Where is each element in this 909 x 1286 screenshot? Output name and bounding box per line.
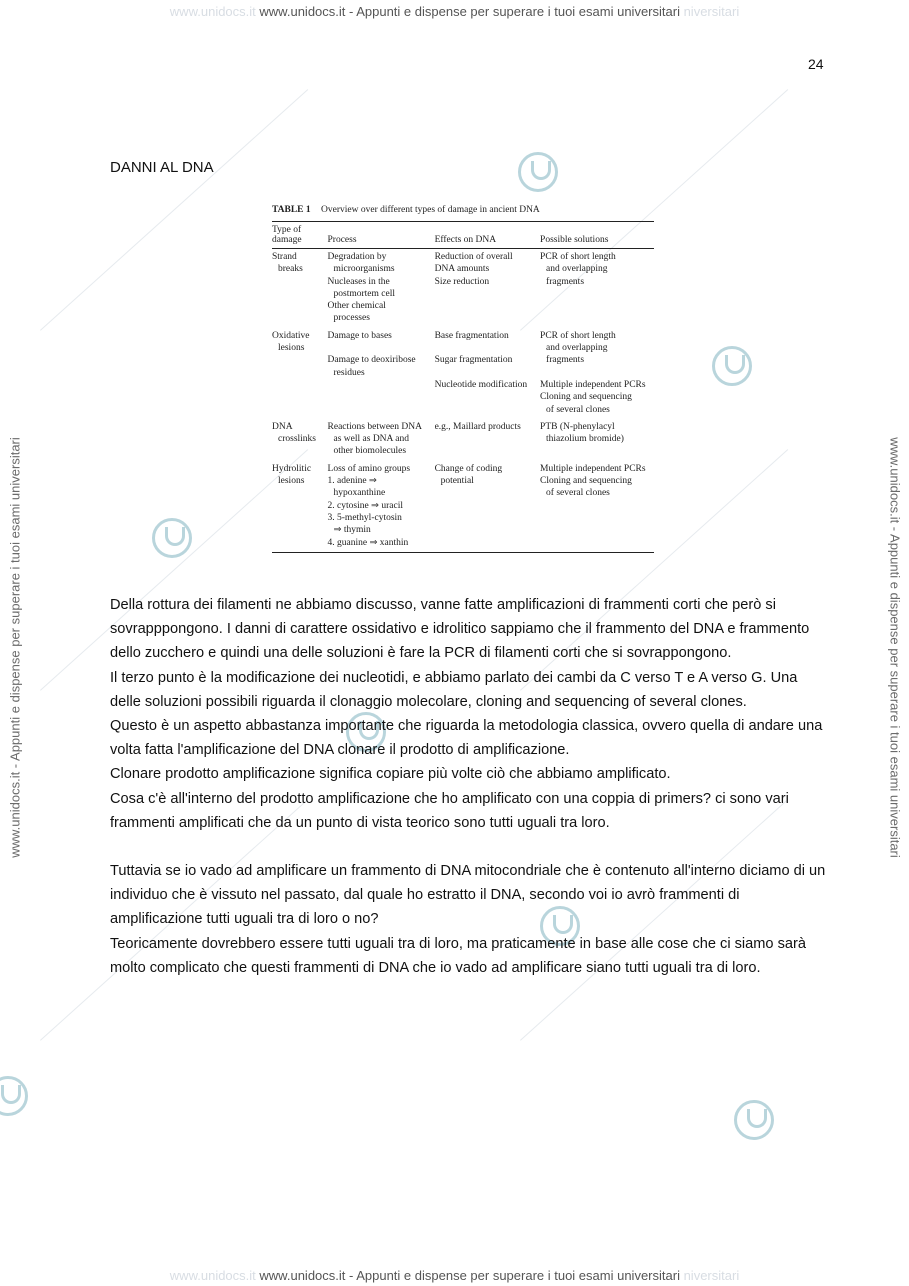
cell-line: 2. cytosine ⇒ uracil xyxy=(327,500,404,511)
type-cell xyxy=(272,461,328,553)
cell-line: DNA xyxy=(272,421,293,432)
cell-line: 1. adenine ⇒ xyxy=(327,476,377,487)
cell-line: Nucleases in the xyxy=(327,276,390,287)
paragraph: Cosa c'è all'interno del prodotto amplificazione che ho amplificato con una coppia di primers? ci sono vari frammenti amplificati che da un punto di vista teorico sono tutti uguali tra loro. xyxy=(110,790,789,831)
cell-line: PCR of short length xyxy=(540,252,616,262)
cell-line: residues xyxy=(333,367,365,378)
cell-line xyxy=(540,367,652,379)
effects-cell xyxy=(435,419,540,461)
cell-line: Base fragmentation xyxy=(434,330,509,341)
cell-line: lesions xyxy=(278,476,305,487)
cell-line: Oxidative xyxy=(272,330,310,341)
cell-line: as well as DNA and xyxy=(333,434,409,445)
table-row xyxy=(272,419,654,461)
effects-cell xyxy=(435,328,540,419)
cell-line: Reactions between DNA xyxy=(327,421,422,432)
watermark-ghost-right: niversitari xyxy=(683,4,740,19)
damage-table xyxy=(272,221,654,553)
cell-line: Hydrolitic xyxy=(272,463,312,474)
page-number: 24 xyxy=(808,56,824,72)
watermark-top-text: www.unidocs.it - Appunti e dispense per superare i tuoi esami universitari xyxy=(259,4,680,19)
paragraph: Questo è un aspetto abbastanza importante che riguarda la metodologia classica, ovvero quella di andare una volta fatta l'amplificazione del DNA clonare il prodotto di amplificazione. xyxy=(110,718,823,759)
cell-line: thiazolium bromide) xyxy=(546,434,624,445)
header-effects: Effects on DNA xyxy=(435,222,540,249)
cell-line xyxy=(435,342,538,354)
cell-line: crosslinks xyxy=(278,434,316,445)
cell-line: Damage to deoxiribose xyxy=(327,355,416,366)
table-caption xyxy=(272,205,654,215)
damage-table-figure xyxy=(272,205,654,553)
cell-line: Damage to bases xyxy=(327,330,392,341)
header-type: Type of damage xyxy=(272,222,328,249)
table-body xyxy=(272,249,654,553)
cell-line: Nucleotide modification xyxy=(434,379,528,390)
cell-line: of several clones xyxy=(546,404,610,415)
cell-line: and overlapping xyxy=(546,343,608,354)
cell-line: Loss of amino groups xyxy=(327,463,411,474)
watermark-top xyxy=(0,4,909,19)
cell-line: Multiple independent PCRs xyxy=(540,379,646,390)
cell-line: DNA amounts xyxy=(434,264,490,275)
solutions-cell xyxy=(540,328,654,419)
cell-line: processes xyxy=(333,313,370,324)
watermark-ghost-left: www.unidocs.it xyxy=(169,1268,256,1283)
type-cell xyxy=(272,328,328,419)
process-cell xyxy=(328,328,435,419)
table-row xyxy=(272,249,654,328)
cell-line: PTB (N-phenylacyl xyxy=(540,421,615,432)
cell-line: Reduction of overall xyxy=(434,252,513,262)
body-text xyxy=(110,593,830,980)
cell-line: fragments xyxy=(546,355,585,366)
watermark-ghost-right: niversitari xyxy=(683,1268,740,1283)
paragraph: Della rottura dei filamenti ne abbiamo discusso, vanne fatte amplificazioni di frammenti corti che però si sovrapppongono. I danni di carattere ossidativo e idrolitico sappiamo che il frammento del DNA e frammento dello zucchero e quindi una delle soluzioni è fare la PCR di filamenti corti che si sovrappongono. xyxy=(110,597,810,662)
table-caption-text: Overview over different types of damage in ancient DNA xyxy=(321,205,540,215)
cell-line: Cloning and sequencing xyxy=(540,476,632,487)
watermark-bottom xyxy=(0,1268,909,1283)
type-cell xyxy=(272,249,328,328)
cell-line: 3. 5-methyl-cytosin xyxy=(327,512,402,523)
header-solutions: Possible solutions xyxy=(540,222,654,249)
cell-line: Size reduction xyxy=(434,276,490,287)
cell-line: ⇒ thymin xyxy=(333,525,371,536)
watermark-diagonal xyxy=(40,89,308,331)
paragraph-gap xyxy=(110,835,830,859)
cell-line: lesions xyxy=(278,343,305,354)
watermark-left-side: www.unidocs.it - Appunti e dispense per superare i tuoi esami universitari xyxy=(7,437,23,858)
table-label: TABLE 1 xyxy=(272,205,311,215)
unidocs-logo-icon xyxy=(152,518,192,558)
table-row xyxy=(272,461,654,553)
process-cell xyxy=(328,461,435,553)
unidocs-logo-icon xyxy=(518,152,558,192)
cell-line xyxy=(328,342,433,354)
table-header-row xyxy=(272,222,654,249)
solutions-cell xyxy=(540,419,654,461)
type-cell xyxy=(272,419,328,461)
unidocs-logo-icon xyxy=(734,1100,774,1140)
process-cell xyxy=(328,249,435,328)
unidocs-logo-icon xyxy=(712,346,752,386)
cell-line: 4. guanine ⇒ xanthin xyxy=(327,537,409,548)
cell-line xyxy=(435,367,538,379)
cell-line: breaks xyxy=(278,264,303,275)
cell-line: and overlapping xyxy=(546,264,608,275)
effects-cell xyxy=(435,461,540,553)
cell-line: postmortem cell xyxy=(333,288,395,299)
cell-line: Sugar fragmentation xyxy=(434,355,513,366)
paragraph: Tuttavia se io vado ad amplificare un frammento di DNA mitocondriale che è contenuto all'interno diciamo di un individuo che è vissuto nel passato, dal quale ho estratto il DNA, secondo voi io avrò frammenti di amplificazione tutti uguali tra di loro o no? xyxy=(110,863,826,928)
cell-line: of several clones xyxy=(546,488,610,499)
cell-line: potential xyxy=(440,476,474,487)
solutions-cell xyxy=(540,461,654,553)
watermark-ghost-left: www.unidocs.it xyxy=(169,4,256,19)
paragraph: Il terzo punto è la modificazione dei nucleotidi, e abbiamo parlato dei cambi da C verso T e A verso G. Una delle soluzioni possibili riguarda il clonaggio molecolare, cloning and sequencing of several clones. xyxy=(110,669,798,710)
cell-line: e.g., Maillard products xyxy=(434,421,521,432)
cell-line: Change of coding xyxy=(434,463,503,474)
cell-line: microorganisms xyxy=(333,264,395,275)
cell-line: Other chemical xyxy=(327,301,386,312)
cell-line: Degradation by xyxy=(327,252,387,262)
watermark-right-side: www.unidocs.it - Appunti e dispense per superare i tuoi esami universitari xyxy=(887,437,903,858)
cell-line: Strand xyxy=(272,252,297,262)
cell-line: PCR of short length xyxy=(540,330,616,341)
cell-line: hypoxanthine xyxy=(333,488,386,499)
cell-line: other biomolecules xyxy=(333,446,407,457)
cell-line: Cloning and sequencing xyxy=(540,392,632,403)
paragraph: Teoricamente dovrebbero essere tutti uguali tra di loro, ma praticamente in base alle cose che ci siamo sarà molto complicato che questi frammenti di DNA che io vado ad amplificare siano tutti uguali tra di loro. xyxy=(110,935,806,976)
process-cell xyxy=(328,419,435,461)
table-row xyxy=(272,328,654,419)
paragraph: Clonare prodotto amplificazione significa copiare più volte ciò che abbiamo amplificato. xyxy=(110,766,671,783)
solutions-cell xyxy=(540,249,654,328)
cell-line: fragments xyxy=(546,276,585,287)
watermark-bottom-text: www.unidocs.it - Appunti e dispense per superare i tuoi esami universitari xyxy=(259,1268,680,1283)
section-heading: DANNI AL DNA xyxy=(110,159,214,176)
effects-cell xyxy=(435,249,540,328)
header-process: Process xyxy=(328,222,435,249)
cell-line: Multiple independent PCRs xyxy=(540,463,646,474)
